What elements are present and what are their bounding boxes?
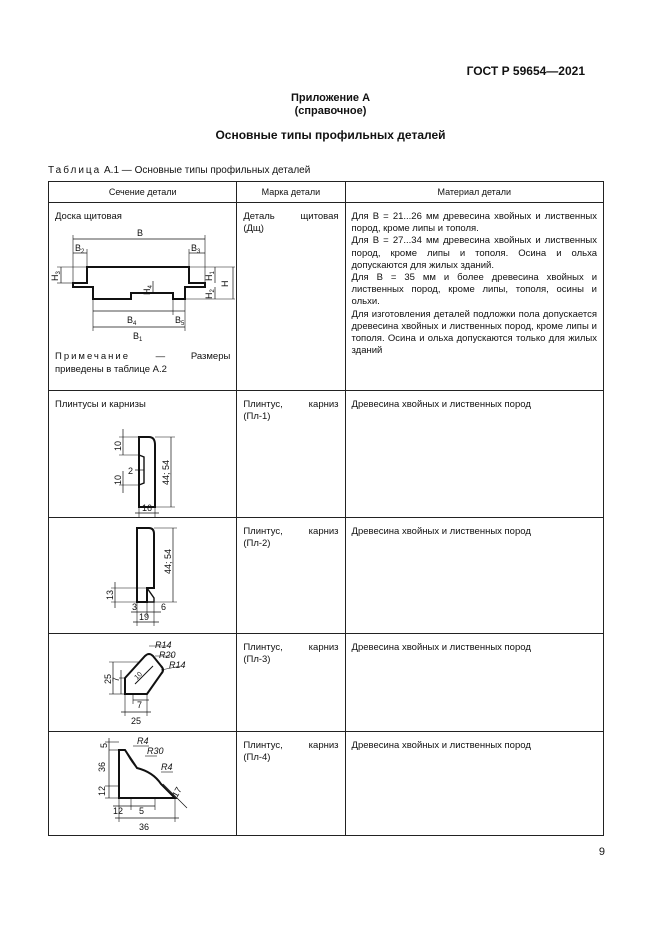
section-name: Плинтусы и карнизы	[55, 399, 146, 410]
marka-word-2: карниз	[308, 642, 339, 654]
appendix-subtitle: (справочное)	[294, 105, 367, 117]
material-cell	[345, 203, 603, 391]
section-cell	[49, 391, 237, 518]
table-caption	[48, 165, 310, 176]
section-cell	[49, 203, 237, 391]
table-row	[49, 518, 604, 634]
dim-3: 3	[132, 602, 138, 613]
marka-word-1: Плинтус,	[243, 399, 283, 410]
section-title: Основные типы профильных деталей	[215, 128, 446, 142]
dim-r4-right: R4	[161, 762, 173, 773]
dim-H: H	[220, 280, 230, 288]
dim-25-vertical: 25	[103, 674, 113, 685]
material-cell	[345, 634, 603, 732]
dim-36-vertical: 36	[97, 762, 107, 773]
table-row	[49, 634, 604, 732]
dim-13: 13	[105, 590, 115, 601]
material-text: Для изготовления деталей подложки пола допускается древесина хвойных и лиственных пород, кроме липы и тополя. Осина и ольха допускаются только для жилых зданий	[351, 308, 597, 357]
standard-header: ГОСТ Р 59654—2021	[466, 64, 585, 78]
dim-r4-top: R4	[137, 736, 149, 747]
marka-cell	[237, 634, 345, 732]
marka-cell	[237, 732, 345, 836]
header-material: Материал детали	[345, 182, 603, 203]
material-cell	[345, 518, 603, 634]
dim-17: 17	[170, 785, 184, 800]
note-word: Примечание	[55, 351, 130, 363]
dim-B5: $B_5$	[175, 315, 185, 328]
marka-word-1: Плинтус,	[243, 526, 283, 538]
section-name: Доска щитовая	[55, 211, 122, 222]
marka-word-2: карниз	[308, 526, 339, 538]
marka-word-2: карниз	[308, 399, 339, 410]
table-row	[49, 732, 604, 836]
profiles-table	[48, 181, 604, 836]
section-cell	[49, 634, 237, 732]
dim-5-bottom: 5	[139, 806, 145, 817]
table-caption-text: А.1 — Основные типы профильных деталей	[101, 165, 311, 176]
marka-code: (Пл-2)	[243, 538, 271, 550]
pl2-drawing	[49, 518, 235, 632]
dim-B1: $B_1$	[133, 331, 143, 344]
header-marka: Марка детали	[237, 182, 345, 203]
dim-H1: $H_1$	[204, 271, 216, 282]
dim-19: 19	[139, 612, 150, 623]
table-caption-word: Таблица	[48, 165, 102, 176]
pl4-drawing	[49, 732, 235, 834]
dim-H4: $H_4$	[142, 285, 154, 296]
header-section: Сечение детали	[49, 182, 237, 203]
table-row	[49, 203, 604, 391]
material-text: Древесина хвойных и лиственных пород	[351, 399, 531, 410]
marka-word-2: карниз	[308, 740, 339, 752]
table-row	[49, 391, 604, 518]
material-cell	[345, 391, 603, 518]
dim-5-top: 5	[99, 743, 109, 749]
dim-B3: $B_3$	[191, 243, 201, 256]
dim-44-54: 44; 54	[161, 460, 171, 486]
dim-6: 6	[161, 602, 167, 613]
appendix-title: Приложение А	[290, 92, 371, 104]
dim-12-horizontal: 12	[113, 806, 124, 817]
marka-word-1: Плинтус,	[243, 642, 283, 654]
material-text: Для B = 21...26 мм древесина хвойных и лиственных пород, кроме липы и тополя.	[351, 211, 597, 235]
marka-word-2: щитовая	[300, 211, 339, 222]
dim-10: 10	[133, 671, 144, 682]
board-drawing	[49, 223, 235, 351]
dim-25-horizontal: 25	[131, 716, 142, 727]
marka-code: (Дщ)	[243, 223, 264, 235]
marka-word-1: Плинтус,	[243, 740, 283, 752]
table-header-row	[49, 182, 604, 203]
dim-7-left: 7	[111, 677, 121, 683]
note	[49, 351, 236, 376]
material-text: Для B = 35 мм и более древесина хвойных и лиственных пород, кроме липы, тополя, осины и ольхи.	[351, 272, 597, 308]
page-number: 9	[598, 846, 605, 858]
dim-r20: R20	[159, 650, 176, 661]
marka-word-1: Деталь	[243, 211, 275, 222]
dim-12-vertical: 12	[97, 786, 107, 797]
marka-code: (Пл-1)	[243, 411, 271, 423]
material-text: Древесина хвойных и лиственных пород	[351, 526, 531, 538]
marka-cell	[237, 391, 345, 518]
dim-10a: 10	[113, 441, 123, 452]
dim-44-54: 44; 54	[163, 549, 173, 575]
pl1-drawing	[49, 411, 235, 517]
material-text: Древесина хвойных и лиственных пород	[351, 642, 531, 654]
dim-B2: $B_2$	[75, 243, 85, 256]
dim-r14-top: R14	[155, 640, 172, 651]
note-text: — Размеры приведены в таблице А.2	[55, 351, 231, 375]
dim-7-bottom: 7	[137, 700, 143, 711]
dim-16: 16	[142, 503, 153, 514]
dim-r14-right: R14	[169, 660, 186, 671]
material-text: Древесина хвойных и лиственных пород	[351, 740, 531, 752]
section-cell	[49, 732, 237, 836]
dim-H2: $H_2$	[204, 289, 216, 300]
appendix-heading	[0, 92, 661, 118]
dim-B: B	[137, 228, 144, 239]
material-cell	[345, 732, 603, 836]
marka-cell	[237, 518, 345, 634]
dim-H3: $H_3$	[50, 271, 62, 282]
pl3-drawing	[49, 634, 235, 730]
dim-36-horizontal: 36	[139, 822, 150, 833]
dim-B4: $B_4$	[127, 315, 137, 328]
dim-2: 2	[128, 466, 134, 477]
dim-r30: R30	[147, 746, 164, 757]
material-text: Для B = 27...34 мм древесина хвойных и лиственных пород, кроме липы и тополя. Осина и ольха допускаются для жилых зданий.	[351, 235, 597, 271]
marka-cell	[237, 203, 345, 391]
marka-code: (Пл-4)	[243, 752, 271, 764]
section-cell	[49, 518, 237, 634]
marka-code: (Пл-3)	[243, 654, 271, 666]
dim-10b: 10	[113, 475, 123, 486]
